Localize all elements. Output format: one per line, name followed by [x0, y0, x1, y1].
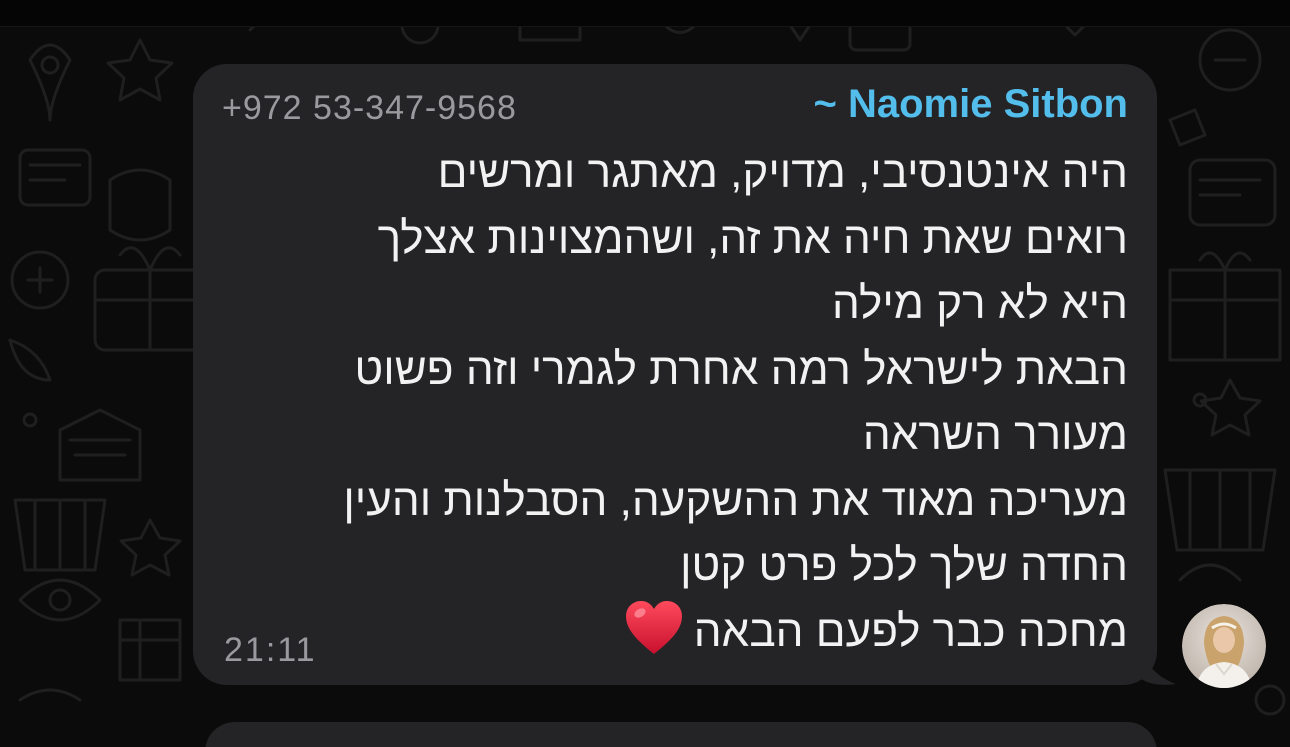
- sender-row: [222, 82, 1128, 126]
- message-line: היא לא רק מילה: [832, 279, 1128, 328]
- sender-avatar[interactable]: [1182, 604, 1266, 688]
- message-line: היה אינטנסיבי, מדויק, מאתגר ומרשים: [437, 148, 1128, 197]
- message-line: מעריכה מאוד את ההשקעה, הסבלנות והעין: [343, 475, 1128, 525]
- message-line-last: [228, 599, 1128, 665]
- message-line-text: מחכה כבר לפעם הבאה: [693, 606, 1128, 656]
- message-line: רואים שאת חיה את זה, ושהמצוינות אצלך: [377, 213, 1128, 263]
- heart-icon: [624, 600, 684, 656]
- sender-phone[interactable]: +972 53-347-9568: [222, 89, 517, 127]
- message-timestamp: 21:11: [224, 631, 317, 669]
- sender-name[interactable]: ~ Naomie Sitbon: [813, 82, 1128, 126]
- message-line: הבאת לישראל רמה אחרת לגמרי וזה פשוט: [354, 344, 1128, 394]
- message-line: מעורר השראה: [862, 410, 1128, 459]
- bubble-tail: [1140, 640, 1176, 686]
- top-bar-edge: [0, 0, 1290, 27]
- message-line: החדה שלך לכל פרט קטן: [680, 541, 1128, 590]
- message-text: [228, 140, 1128, 664]
- next-message-bubble[interactable]: [205, 722, 1157, 747]
